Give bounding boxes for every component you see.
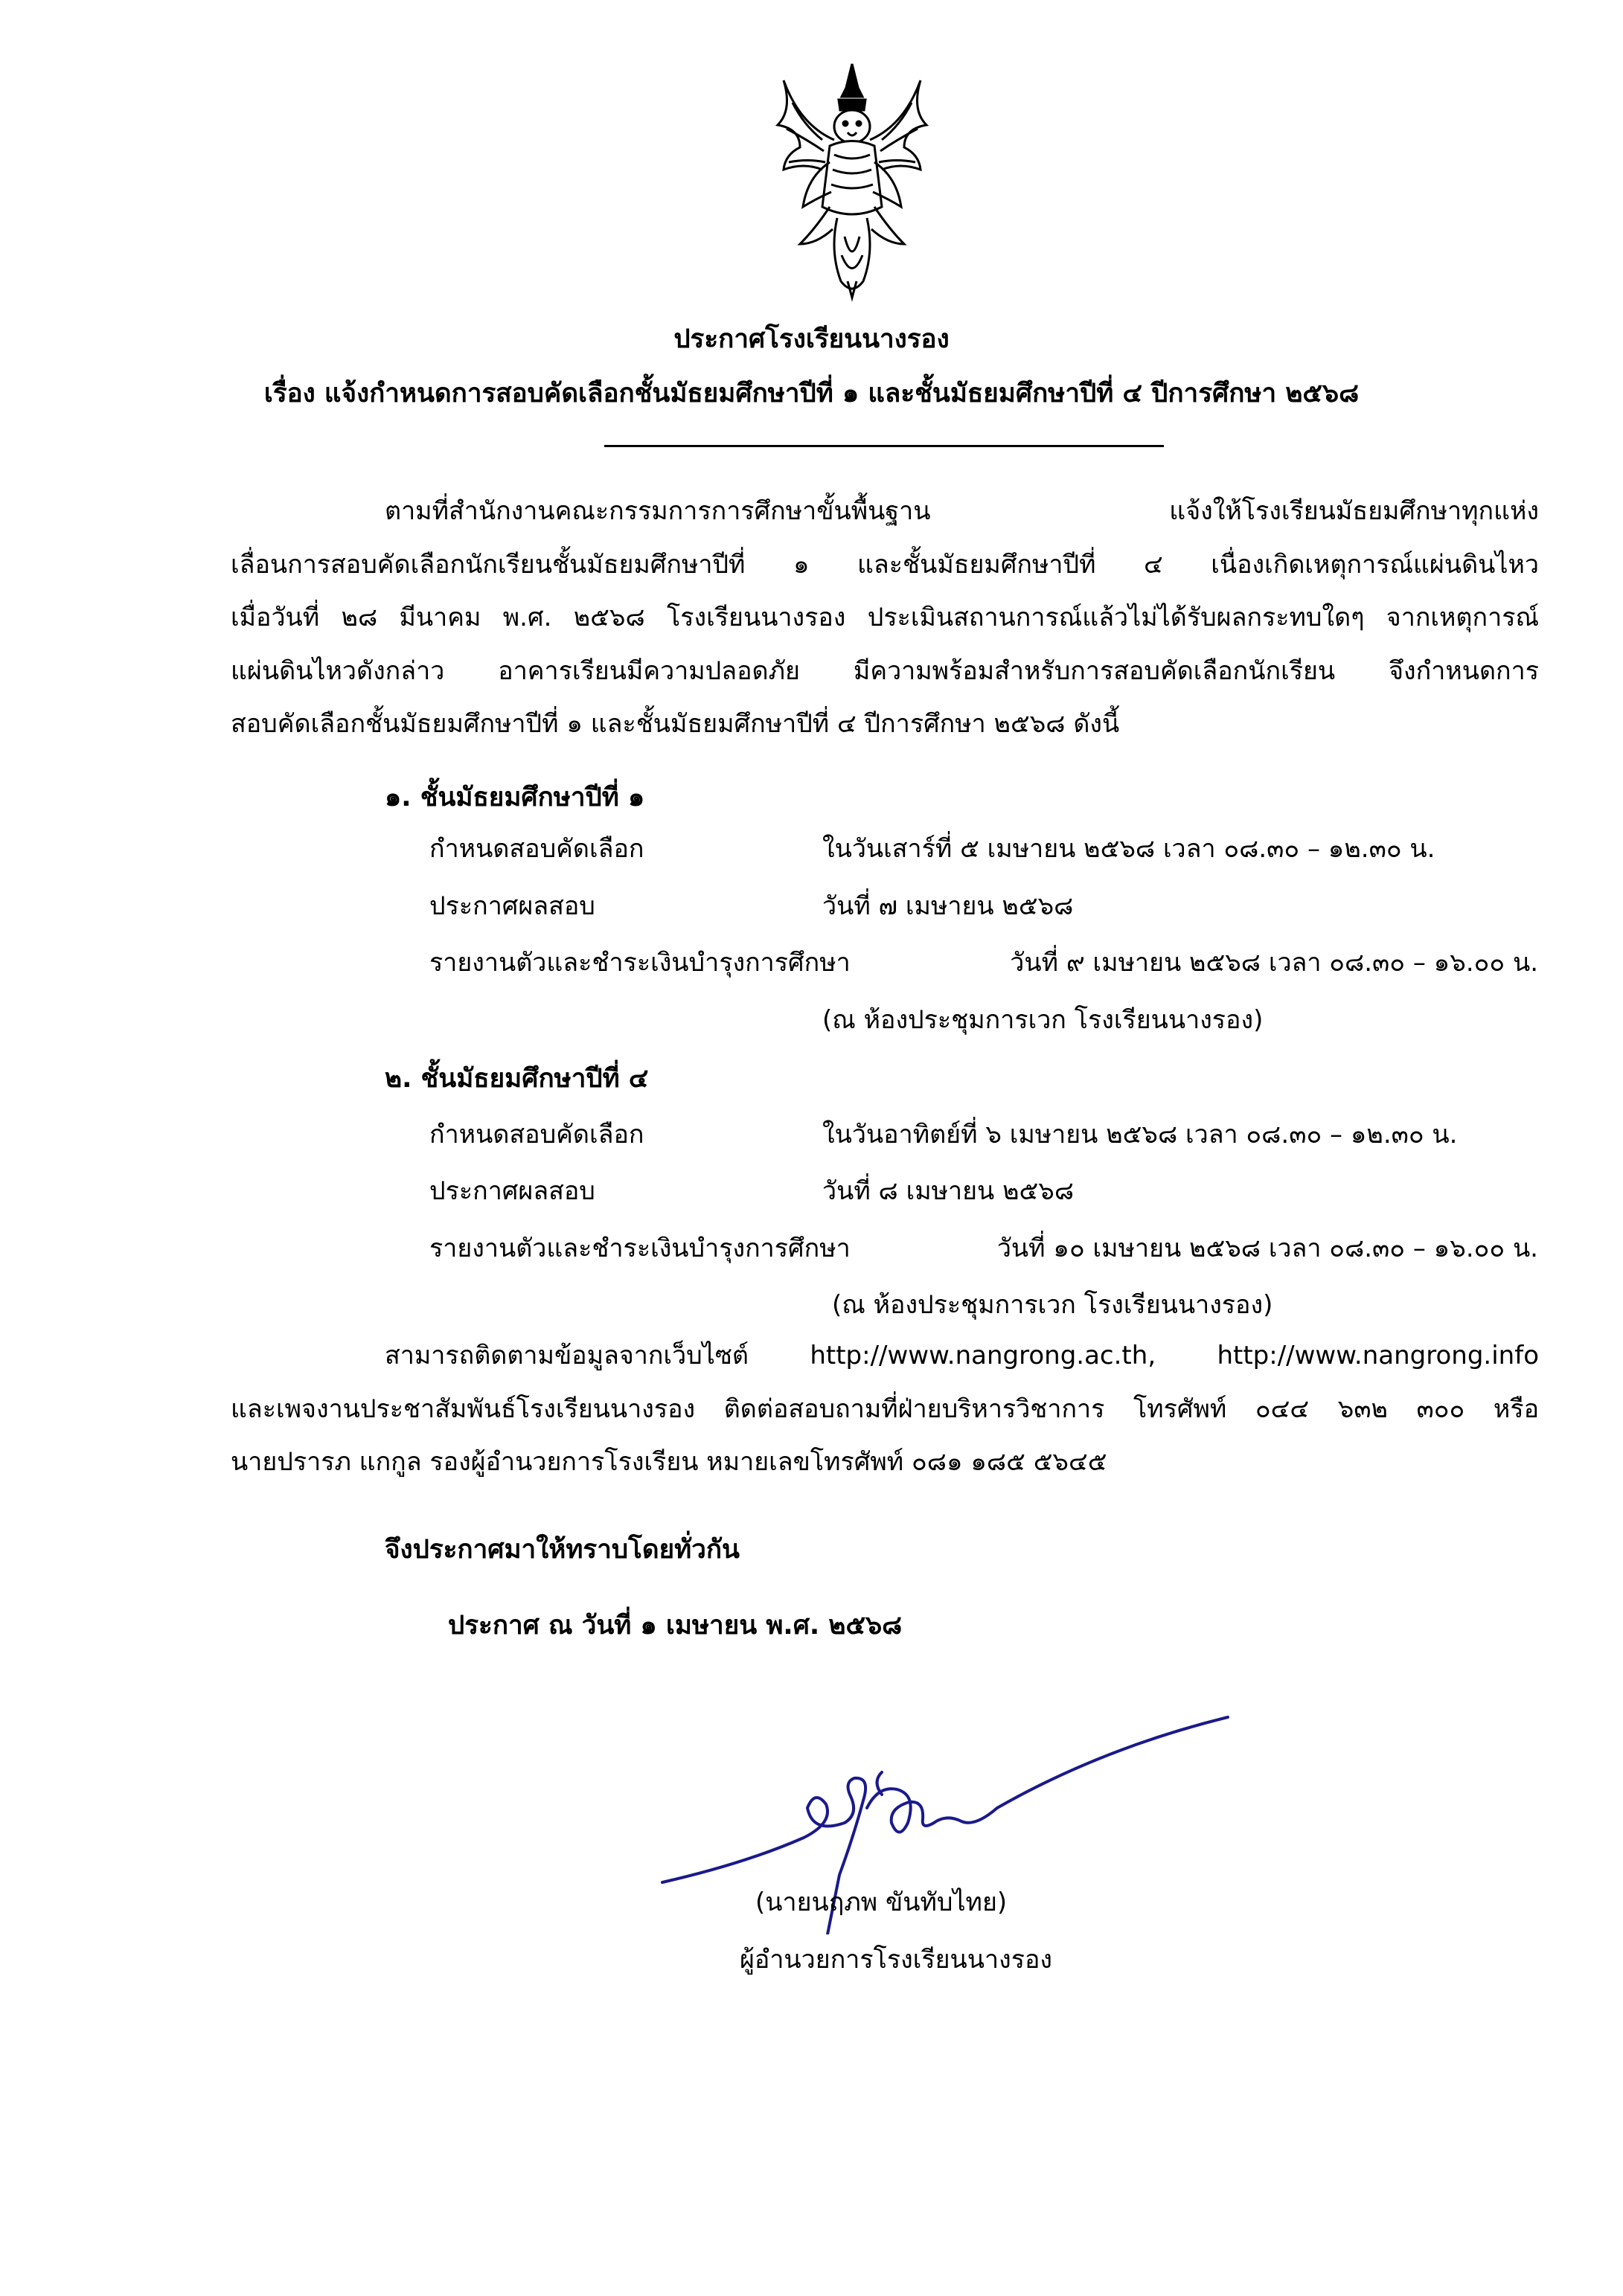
exam-date-value: ในวันอาทิตย์ที่ ๖ เมษายน ๒๕๖๘ เวลา ๐๘.๓๐ – ๑๒.๓๐ น. — [822, 1120, 1458, 1149]
signer-name: (นายนฤภพ ขันทับไทย) — [755, 1888, 1008, 1917]
venue-note: (ณ ห้องประชุมการเวก โรงเรียนนางรอง) — [832, 1290, 1273, 1320]
contact-line: นายปรารภ แกกูล รองผู้อำนวยการโรงเรียน หมายเลขโทรศัพท์ ๐๘๑ ๑๘๕ ๕๖๔๕ — [231, 1447, 1107, 1478]
announcement-date: ประกาศ ณ วันที่ ๑ เมษายน พ.ศ. ๒๕๖๘ — [448, 1611, 903, 1641]
result-date-value: วันที่ ๗ เมษายน ๒๕๖๘ — [822, 891, 1074, 921]
result-date-value: วันที่ ๘ เมษายน ๒๕๖๘ — [822, 1176, 1075, 1206]
report-row — [429, 1229, 1538, 1268]
report-row — [429, 943, 1538, 982]
contact-paragraph — [231, 1330, 1539, 1489]
exam-date-label: กำหนดสอบคัดเลือก — [429, 834, 644, 864]
garuda-emblem-icon — [770, 58, 934, 304]
section-heading-m4: ๒. ชั้นมัธยมศึกษาปีที่ ๔ — [385, 1064, 649, 1094]
report-label: รายงานตัวและชำระเงินบำรุงการศึกษา — [429, 948, 851, 978]
report-value: วันที่ ๙ เมษายน ๒๕๖๘ เวลา ๐๘.๓๐ – ๑๖.๐๐ น. — [1010, 948, 1538, 978]
intro-line: แผ่นดินไหวดังกล่าว อาคารเรียนมีความปลอดภัย มีความพร้อมสำหรับการสอบคัดเลือกนักเรียน จึงกำหนดการ — [231, 655, 1539, 686]
intro-paragraph — [231, 485, 1539, 751]
venue-note: (ณ ห้องประชุมการเวก โรงเรียนนางรอง) — [822, 1005, 1264, 1035]
intro-line: เมื่อวันที่ ๒๘ มีนาคม พ.ศ. ๒๕๖๘ โรงเรียนนางรอง ประเมินสถานการณ์แล้วไม่ได้รับผลกระทบใดๆ จากเหตุการณ์ — [231, 603, 1539, 633]
section-heading-m1: ๑. ชั้นมัธยมศึกษาปีที่ ๑ — [385, 783, 645, 812]
intro-line: ตามที่สำนักงานคณะกรรมการการศึกษาขั้นพื้นฐาน แจ้งให้โรงเรียนมัธยมศึกษาทุกแห่ง — [385, 496, 1539, 526]
intro-line: สอบคัดเลือกชั้นมัธยมศึกษาปีที่ ๑ และชั้นมัธยมศึกษาปีที่ ๔ ปีการศึกษา ๒๕๖๘ ดังนี้ — [231, 709, 1120, 740]
signer-title: ผู้อำนวยการโรงเรียนนางรอง — [740, 1945, 1053, 1975]
contact-line: และเพจงานประชาสัมพันธ์โรงเรียนนางรอง ติดต่อสอบถามที่ฝ่ายบริหารวิชาการ โทรศัพท์ ๐๔๔ ๖๓๒ ๓๐๐ หรือ — [231, 1394, 1539, 1424]
report-label: รายงานตัวและชำระเงินบำรุงการศึกษา — [429, 1234, 851, 1263]
closing-statement: จึงประกาศมาให้ทราบโดยทั่วกัน — [385, 1535, 740, 1565]
announcement-subject: เรื่อง แจ้งกำหนดการสอบคัดเลือกชั้นมัธยมศึกษาปีที่ ๑ และชั้นมัธยมศึกษาปีที่ ๔ ปีการศึกษา ๒๕๖๘ — [263, 379, 1360, 408]
title-divider — [604, 445, 1164, 447]
result-date-label: ประกาศผลสอบ — [429, 1176, 595, 1206]
intro-line: เลื่อนการสอบคัดเลือกนักเรียนชั้นมัธยมศึกษาปีที่ ๑ และชั้นมัธยมศึกษาปีที่ ๔ เนื่องเกิดเหตุการณ์แผ่นดินไหว — [231, 549, 1539, 580]
announcement-title: ประกาศโรงเรียนนางรอง — [673, 324, 950, 354]
result-date-label: ประกาศผลสอบ — [429, 891, 595, 921]
report-value: วันที่ ๑๐ เมษายน ๒๕๖๘ เวลา ๐๘.๓๐ – ๑๖.๐๐ น. — [996, 1234, 1538, 1263]
exam-date-label: กำหนดสอบคัดเลือก — [429, 1120, 644, 1149]
exam-date-value: ในวันเสาร์ที่ ๕ เมษายน ๒๕๖๘ เวลา ๐๘.๓๐ – ๑๒.๓๐ น. — [822, 834, 1435, 864]
contact-line: สามารถติดตามข้อมูลจากเว็บไซต์ http://www.nangrong.ac.th, http://www.nangrong.info — [385, 1341, 1539, 1370]
